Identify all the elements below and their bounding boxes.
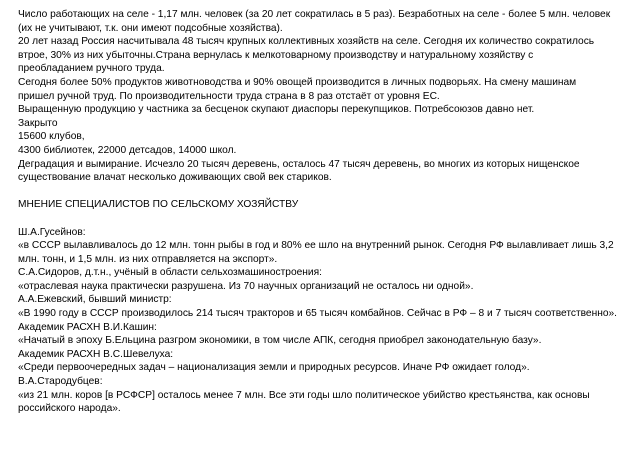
text-line: пришел ручной труд. По производительности труда страна в 8 раз отстаёт от уровня ЕС. xyxy=(18,90,440,102)
text-line: Число работающих на селе - 1,17 млн. человек (за 20 лет сократилась в 5 раз). Безработных на селе - более 5 млн. человек xyxy=(18,9,611,20)
text-line: Деградация и вымирание. Исчезло 20 тысяч деревень, осталось 47 тысяч деревень, во многих из которых нищенское xyxy=(18,158,580,170)
text-line: 4300 библиотек, 22000 детсадов, 14000 школ. xyxy=(18,144,237,156)
opinion-line: В.А.Стародубцев: xyxy=(18,376,103,388)
text-line: Выращенную продукцию у частника за бесценок скупают диаспоры перекупщиков. Потребсоюзов давно нет. xyxy=(18,104,535,116)
blank-line xyxy=(18,185,630,199)
opinion-line: российского народа». xyxy=(18,403,121,415)
document-body xyxy=(18,8,630,416)
blank-line xyxy=(18,212,630,226)
text-line: преобладанием ручного труда. xyxy=(18,63,165,75)
opinion-line: «Среди первоочередных задач – национализация земли и природных ресурсов. Иначе РФ ожидает голод». xyxy=(18,362,530,374)
opinion-line: «Начатый в эпоху Б.Ельцина разгром экономики, в том числе АПК, сегодня приобрел законодательную базу». xyxy=(18,335,542,347)
text-line: (их не учитывают, т.к. они имеют подсобные хозяйства). xyxy=(18,22,283,34)
opinion-line: «в СССР вылавливалось до 12 млн. тонн рыбы в год и 80% ее шло на внутренний рынок. Сегодня РФ вылавливает лишь 3,2 xyxy=(18,240,614,252)
text-line: Закрыто xyxy=(18,117,58,129)
text-line: 20 лет назад Россия насчитывала 48 тысяч крупных коллективных хозяйств на селе. Сегодня их количество сократилось xyxy=(18,36,595,48)
opinion-line: Академик РАСХН В.И.Кашин: xyxy=(18,321,157,333)
opinion-line: Академик РАСХН В.С.Шевелуха: xyxy=(18,348,174,360)
opinion-line: С.А.Сидоров, д.т.н., учёный в области сельхозмашиностроения: xyxy=(18,267,322,279)
text-line: Сегодня более 50% продуктов животноводства и 90% овощей производится в личных подворьях. На смену машинам xyxy=(18,76,577,88)
opinion-line: млн. тонн, и 1,5 млн. из них отправляется на экспорт». xyxy=(18,253,278,265)
section-title: МНЕНИЕ СПЕЦИАЛИСТОВ ПО СЕЛЬСКОМУ ХОЗЯЙСТВУ xyxy=(18,199,299,211)
text-line: существование влачат несколько доживающих свой век стариков. xyxy=(18,172,332,184)
opinion-line: Ш.А.Гусейнов: xyxy=(18,226,86,238)
text-line: втрое, 30% из них убыточны.Страна вернулась к мелкотоварному производству и натуральному хозяйству с xyxy=(18,49,534,61)
opinion-line: «из 21 млн. коров [в РСФСР] осталось менее 7 млн. Все эти годы шло политическое убийство крестьянства, как основы xyxy=(18,389,590,401)
opinion-line: А.А.Ежевский, бывший министр: xyxy=(18,294,172,306)
text-line: 15600 клубов, xyxy=(18,131,85,143)
opinion-line: «В 1990 году в СССР производилось 214 тысяч тракторов и 65 тысяч комбайнов. Сейчас в РФ – 8 и 7 тысяч соответственно». xyxy=(18,308,618,320)
opinion-line: «отраслевая наука практически разрушена. Из 70 научных организаций не осталось ни одной». xyxy=(18,280,474,292)
